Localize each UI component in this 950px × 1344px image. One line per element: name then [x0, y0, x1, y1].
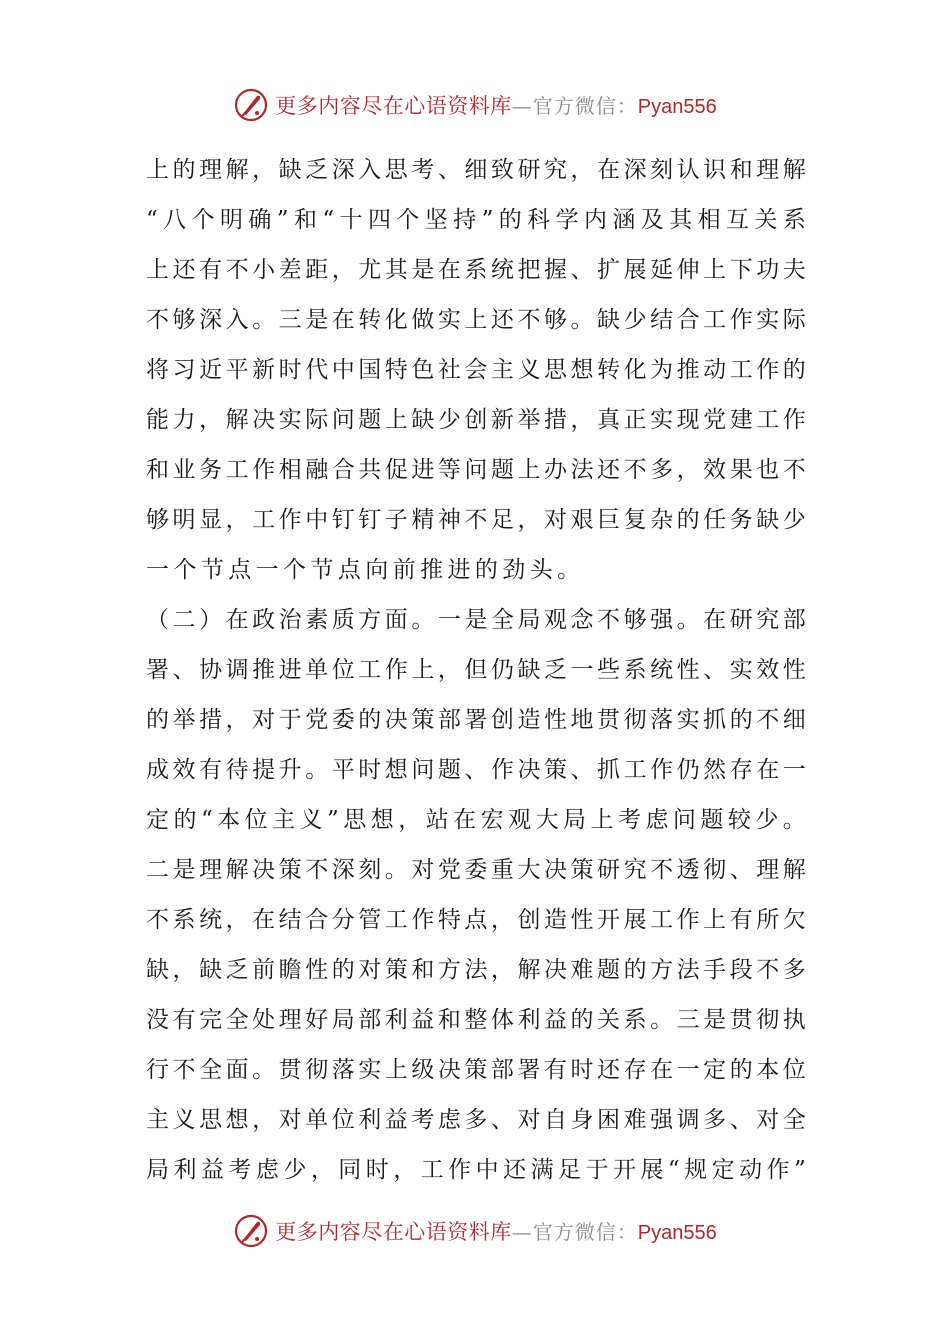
text-line: （ 二 ） 在 政 治 素 质 方 面 。 一 是 全 局 观 念 不 够 强 。 在 研 究 部 [146, 607, 806, 633]
header-banner-text [275, 90, 716, 120]
text-line: 主 义 思 想 ， 对 单 位 利 益 考 虑 多 、 对 自 身 困 难 强 调 多 、 对 全 [146, 1107, 806, 1133]
text-line: 成 效 有 待 提 升 。 平 时 想 问 题 、 作 决 策 、 抓 工 作 仍 然 存 在 一 [146, 757, 806, 783]
header-banner-wechat-label: —官方微信： [511, 94, 638, 118]
text-line: 的 举 措 ， 对 于 党 委 的 决 策 部 署 创 造 性 地 贯 彻 落 实 抓 的 不 细 [146, 707, 806, 733]
text-line: 和 业 务 工 作 相 融 合 共 促 进 等 问 题 上 办 法 还 不 多 ， 效 果 也 不 [146, 457, 806, 483]
text-line: 二 是 理 解 决 策 不 深 刻 。 对 党 委 重 大 决 策 研 究 不 透 彻 、 理 解 [146, 857, 806, 883]
quill-pen-circle-icon [233, 1213, 269, 1249]
text-line: 上 的 理 解 ， 缺 乏 深 入 思 考 、 细 致 研 究 ， 在 深 刻 认 识 和 理 解 [146, 157, 806, 183]
header-banner-title: 更多内容尽在心语资料库 [275, 94, 512, 118]
footer-banner-wechat-id: Pyan556 [637, 1222, 717, 1244]
text-line: 行 不 全 面 。 贯 彻 落 实 上 级 决 策 部 署 有 时 还 存 在 一 定 的 本 位 [146, 1057, 806, 1083]
text-line: 不 系 统 ， 在 结 合 分 管 工 作 特 点 ， 创 造 性 开 展 工 作 上 有 所 欠 [146, 907, 806, 933]
text-line: 够 明 显 ， 工 作 中 钉 钉 子 精 神 不 足 ， 对 艰 巨 复 杂 的 任 务 缺 少 [146, 507, 806, 533]
header-banner-wechat-id: Pyan556 [637, 96, 717, 118]
text-line: 定 的 “ 本 位 主 义 ” 思 想 ， 站 在 宏 观 大 局 上 考 虑 问 题 较 少 。 [146, 807, 806, 833]
document-body [146, 145, 806, 1195]
quill-pen-circle-icon [233, 87, 269, 123]
header-banner [0, 80, 950, 130]
footer-banner [0, 1206, 950, 1256]
text-line: 局 利 益 考 虑 少 ， 同 时 ， 工 作 中 还 满 足 于 开 展 “ 规 定 动 作 ” [146, 1157, 806, 1183]
text-line: 一 个 节 点 一 个 节 点 向 前 推 进 的 劲 头 。 [146, 557, 585, 583]
text-line: 没 有 完 全 处 理 好 局 部 利 益 和 整 体 利 益 的 关 系 。 三 是 贯 彻 执 [146, 1007, 806, 1033]
text-line: 上 还 有 不 小 差 距 ， 尤 其 是 在 系 统 把 握 、 扩 展 延 伸 上 下 功 夫 [146, 257, 806, 283]
text-line: “ 八 个 明 确 ” 和 “ 十 四 个 坚 持 ” 的 科 学 内 涵 及 其 相 互 关 系 [146, 207, 806, 233]
text-line: 缺 ， 缺 乏 前 瞻 性 的 对 策 和 方 法 ， 解 决 难 题 的 方 法 手 段 不 多 [146, 957, 806, 983]
footer-banner-wechat-label: —官方微信： [511, 1220, 638, 1244]
text-line: 将 习 近 平 新 时 代 中 国 特 色 社 会 主 义 思 想 转 化 为 推 动 工 作 的 [146, 357, 806, 383]
text-line: 署 、 协 调 推 进 单 位 工 作 上 ， 但 仍 缺 乏 一 些 系 统 性 、 实 效 性 [146, 657, 806, 683]
text-line: 能 力 ， 解 决 实 际 问 题 上 缺 少 创 新 举 措 ， 真 正 实 现 党 建 工 作 [146, 407, 806, 433]
footer-banner-text [275, 1216, 716, 1246]
footer-banner-title: 更多内容尽在心语资料库 [275, 1220, 512, 1244]
text-line: 不 够 深 入 。 三 是 在 转 化 做 实 上 还 不 够 。 缺 少 结 合 工 作 实 际 [146, 307, 806, 333]
